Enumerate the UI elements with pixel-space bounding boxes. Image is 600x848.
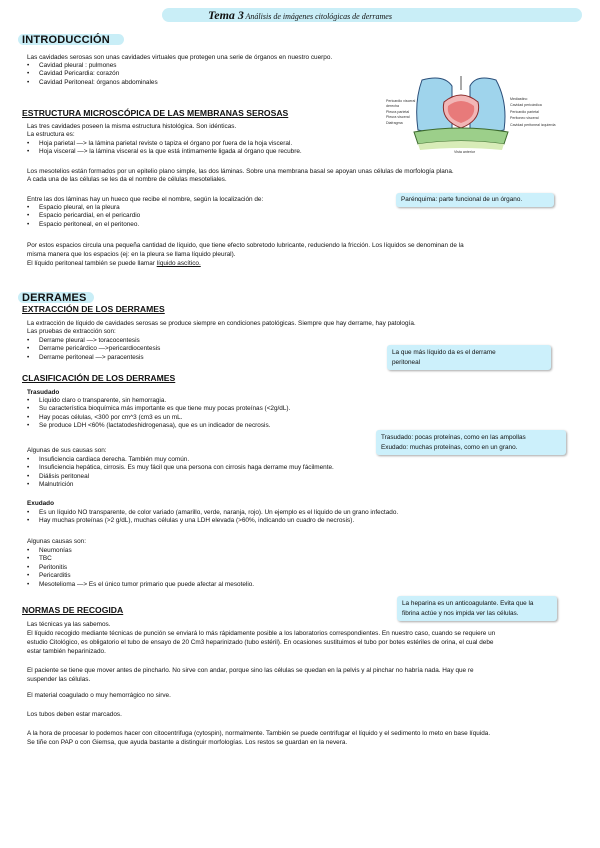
list-item: • Neumonías (27, 547, 254, 555)
list-item: • Hay muchas proteínas (>2 g/dL), muchas células y una LDH elevada (>60%, indicando un cuadro de necrosis). (27, 517, 398, 525)
liquido-line3: El líquido peritoneal también se puede llamar líquido ascítico. (27, 260, 201, 267)
causas-title: Algunas de sus causas son: (27, 447, 107, 454)
exudado-list (27, 509, 398, 526)
estructura-line2: La estructura es: (27, 131, 75, 138)
serous-membranes-figure (384, 72, 564, 156)
exudado-title: Exudado (27, 500, 54, 507)
list-item: • Insuficiencia cardiaca derecha. También muy común. (27, 456, 334, 464)
extraccion-line1: La extracción de líquido de cavidades serosas se produce siempre en condiciones patológicas. Siempre que hay derrame, hay patología. (27, 320, 416, 327)
list-item: • Hoja visceral —> la lámina visceral es la que está íntimamente ligada al órgano que recubre. (27, 148, 302, 156)
trasudado-list (27, 397, 290, 431)
note-trasudado: Trasudado: pocas proteínas, como en las ampollas Exudado: muchas proteínas, como en un grano. (376, 430, 566, 455)
list-item: • Diálisis peritoneal (27, 473, 334, 481)
list-item: • Cavidad Peritoneal: órganos abdominales (27, 79, 158, 87)
list-item: • Espacio peritoneal, en el peritoneo. (27, 221, 140, 229)
note-parenquima: Parénquima: parte funcional de un órgano. (396, 193, 554, 207)
list-item: • Espacio pericardial, en el pericardio (27, 212, 140, 220)
hojas-list (27, 140, 302, 157)
list-item: • Cavidad Pericardia: corazón (27, 70, 158, 78)
causas2-title: Algunas causas son: (27, 538, 86, 545)
title-sub: Análisis de imágenes citológicas de derrames (245, 12, 392, 21)
figure-labels-right: Mediastino Cavidad pericárdica Pericardio parietal Peritoneo visceral Cavidad peritoneal izquierda (510, 97, 556, 127)
trasudado-title: Trasudado (27, 389, 60, 396)
page-title (0, 8, 600, 24)
list-item: • Líquido claro o transparente, sin hemorragia. (27, 397, 290, 405)
list-item: • Espacio pleural, en la pleura (27, 204, 140, 212)
list-item: • Derrame peritoneal —> paracentesis (27, 354, 160, 362)
normas-l1: Las técnicas ya las sabemos. (27, 621, 111, 628)
list-item: • Derrame pericárdico —>pericardiocentesis (27, 345, 160, 353)
normas-l3: estudio Citológico, es obligatorio el tubo de ensayo de 20 Cm3 heparinizado (tubo estéril). En ocasiones sustituimos el tubo por botes estériles de orina, el cual debe (27, 639, 494, 646)
ascitico-link: líquido ascítico. (156, 260, 201, 267)
estructura-heading: ESTRUCTURA MICROSCÓPICA DE LAS MEMBRANAS SEROSAS (22, 108, 289, 118)
pruebas-list (27, 337, 160, 362)
normas-l8: Los tubos deben estar marcados. (27, 711, 122, 718)
normas-l9: A la hora de procesar lo podemos hacer con citocentrifuga (cytospin), normalmente. También se puede centrifugar el líquido y el sedimento lo meto en base líquida. (27, 730, 491, 737)
normas-l6: suspender las células. (27, 676, 91, 683)
figure-caption: Vista anterior (454, 150, 476, 154)
list-item: • Se produce LDH <60% (lactatodeshidrogenasa), que es un indicador de necrosis. (27, 422, 290, 430)
intro-heading: INTRODUCCIÓN (22, 33, 110, 48)
normas-l5: El paciente se tiene que mover antes de pincharlo. No sirve con andar, porque sino las células se quedan en la pelvis y al pinchar no habría nada. Hay que re (27, 667, 474, 674)
extraccion-heading: EXTRACCIÓN DE LOS DERRAMES (22, 304, 165, 314)
mesotelios-line2: A cada una de las células se les da el nombre de células mesoteliales. (27, 176, 227, 183)
causas-list (27, 456, 334, 490)
list-item: • Hoja parietal —> la lámina parietal reviste o tapiza el órgano por fuera de la hoja visceral. (27, 140, 302, 148)
extraccion-line2: Las pruebas de extracción son: (27, 328, 116, 335)
intro-lead: Las cavidades serosas son unas cavidades virtuales que protegen una serie de órganos en nuestro cuerpo. (27, 54, 333, 61)
list-item: • Malnutrición (27, 481, 334, 489)
list-item: • Cavidad pleural : pulmones (27, 62, 158, 70)
note-heparina: La heparina es un anticoagulante. Evita que la fibrina actúe y nos impida ver las células. (397, 596, 557, 621)
list-item: • Hay pocas células, <300 por cm^3 (cm3 es un mL. (27, 414, 290, 422)
normas-heading: NORMAS DE RECOGIDA (22, 605, 124, 615)
derrames-heading: DERRAMES (22, 291, 87, 306)
espacios-list (27, 204, 140, 229)
note-derrame: La que más líquido da es el derrame peritoneal (387, 345, 551, 370)
normas-l7: El material coagulado o muy hemorrágico no sirve. (27, 692, 171, 699)
list-item: • Pericarditis (27, 572, 254, 580)
figure-labels-left: Pericardio visceral derecha Pleura parietal Pleura visceral Diafragma (386, 99, 416, 125)
clasificacion-heading: CLASIFICACIÓN DE LOS DERRAMES (22, 373, 176, 383)
list-item: • Derrame pleural —> toracocentesis (27, 337, 160, 345)
list-item: • Es un líquido NO transparente, de color variado (amarillo, verde, naranja, rojo). Un ejemplo es el líquido de un grano infectado. (27, 509, 398, 517)
normas-l2: El líquido recogido mediante técnicas de punción se enviará lo más rápidamente posible a los laboratorios correspondientes. En nuestro caso, cuando se requiere un (27, 630, 496, 637)
normas-l10: Se tiñe con PAP o con Giemsa, que ayuda bastante a distinguir morfologías. Los restos se guardan en la nevera. (27, 739, 348, 746)
title-main: Tema 3 (208, 8, 244, 22)
liquido-line2: misma manera que los espacios (ej: en la pleura se llama líquido pleural). (27, 251, 236, 258)
list-item: • Peritonitis (27, 564, 254, 572)
mesotelios-line1: Los mesotelios están formados por un epitelio plano simple, las dos láminas. Sobre una membrana basal se apoyan unas células de morfología plana. (27, 168, 454, 175)
causas2-list (27, 547, 254, 589)
list-item: • Insuficiencia hepática, cirrosis. Es muy fácil que una persona con cirrosis haga derrame muy fácilmente. (27, 464, 334, 472)
intro-list (27, 62, 158, 87)
liquido-line1: Por estos espacios circula una pequeña cantidad de líquido, que tiene efecto sobretodo lubricante, reduciendo la fricción. Los líquidos se denominan de la (27, 242, 464, 249)
list-item: • Su característica bioquímica más importante es que tiene muy pocas proteínas (<2g/dL). (27, 405, 290, 413)
list-item: • Mesotelioma —> Es el único tumor primario que puede afectar al mesotelio. (27, 581, 254, 589)
normas-l4: estar también heparinizado. (27, 648, 106, 655)
list-item: • TBC (27, 555, 254, 563)
estructura-line1: Las tres cavidades poseen la misma estructura histológica. Son idénticas. (27, 123, 237, 130)
hueco-line: Entre las dos láminas hay un hueco que recibe el nombre, según la localización de: (27, 196, 264, 203)
